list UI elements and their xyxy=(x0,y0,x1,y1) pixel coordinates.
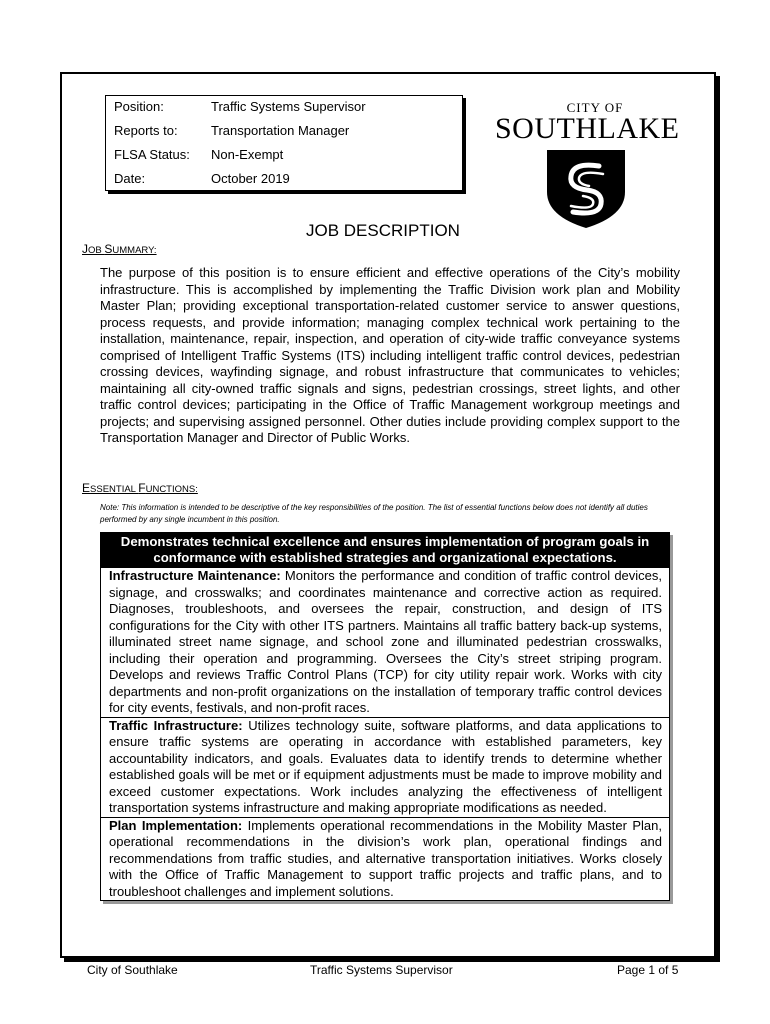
document-title: JOB DESCRIPTION xyxy=(306,221,460,240)
position-value: Traffic Systems Supervisor xyxy=(211,99,366,114)
row-title: Infrastructure Maintenance: xyxy=(109,568,281,583)
date-label: Date: xyxy=(114,171,146,186)
flsa-label: FLSA Status: xyxy=(114,147,190,162)
row-text: Utilizes technology suite, software platforms, and data applications to ensure traffic systems are operating in accordance with established parameters, key accountability indicators, and goals. Evaluates data to identify trends to determine whether established goals will be met or if equipment adjustments must be made to improve mobility and exceed customer expectations. Work includes analyzing the effectiveness of intelligent transportation systems infrastructure and making appropriate modifications as needed. xyxy=(109,717,662,815)
city-logo xyxy=(495,100,680,230)
position-label: Position: xyxy=(114,99,164,114)
position-info-box xyxy=(105,95,463,191)
table-row xyxy=(101,817,669,901)
footer-page-number: Page 1 of 5 xyxy=(617,963,679,977)
row-text: Implements operational recommendations in the Mobility Master Plan, operational recommendations in the division’s work plan, operational findings and recommendations from traffic studies, and alternative transportation initiatives. Works closely with the Office of Traffic Management to support traffic projects and traffic plans, and to troubleshoot challenges and implement solutions. xyxy=(109,817,662,899)
essential-functions-heading: ESSENTIAL FUNCTIONS: xyxy=(82,481,198,495)
footer-left: City of Southlake xyxy=(87,963,178,977)
table-row xyxy=(101,717,669,817)
row-text: Monitors the performance and condition of traffic control devices, signage, and crosswalks; and coordinates maintenance and corrective action as required. Diagnoses, troubleshoots, and oversees the repair, construction, and design of ITS configurations for the City with other ITS partners. Maintains all traffic battery back-up systems, illuminated street name signage, and school zone and illuminated pedestrian crosswalks, including their operation and programming. Oversees the City’s street striping program. Develops and reviews Traffic Control Plans (TCP) for city utility repair work. Works with city departments and non-profit organizations on the installation of temporary traffic control devices for city events, festivals, and non-profit races. xyxy=(109,568,663,715)
shield-icon xyxy=(543,148,629,230)
row-title: Traffic Infrastructure: xyxy=(109,717,243,733)
job-summary-text: The purpose of this position is to ensure efficient and effective operations of the City’s mobility infrastructure. This is accomplished by implementing the Traffic Division work plan and Mobility Master Plan; providing exceptional transportation-related customer service to answer questions, process requests, and provide information; managing complex technical work pertaining to the installation, maintenance, repair, inspection, and operation of city-wide traffic conveyance systems comprised of Intelligent Traffic Systems (ITS) including intelligent traffic control devices, pedestrian crossing devices, wayfinding signage, and robust infrastructure that communicates to vehicles; maintaining all city-owned traffic signals and signs, pedestrian crossings, street lights, and other traffic control devices; participating in the Office of Traffic Management workgroup meetings and projects; and supervising assigned personnel. Other duties include providing complex support to the Transportation Manager and Director of Public Works. xyxy=(100,265,680,445)
table-row xyxy=(101,567,669,717)
logo-southlake: SOUTHLAKE xyxy=(495,112,680,145)
row-title: Plan Implementation: xyxy=(109,817,243,833)
essential-functions-table xyxy=(100,532,670,901)
job-summary-heading: JOB SUMMARY: xyxy=(82,242,157,256)
table-header: Demonstrates technical excellence and ensures implementation of program goals in conformance with established strategies and organizational expectations. xyxy=(101,533,669,567)
footer-center: Traffic Systems Supervisor xyxy=(310,963,453,977)
essential-functions-note: Note: This information is intended to be descriptive of the key responsibilities of the position. The list of essential functions below does not identify all duties performed by any single incumbent in this position. xyxy=(100,503,648,524)
reports-to-label: Reports to: xyxy=(114,123,178,138)
logo-city-of: CITY OF xyxy=(566,100,624,115)
flsa-value: Non-Exempt xyxy=(211,147,284,162)
date-value: October 2019 xyxy=(211,171,290,186)
reports-to-value: Transportation Manager xyxy=(211,123,350,138)
